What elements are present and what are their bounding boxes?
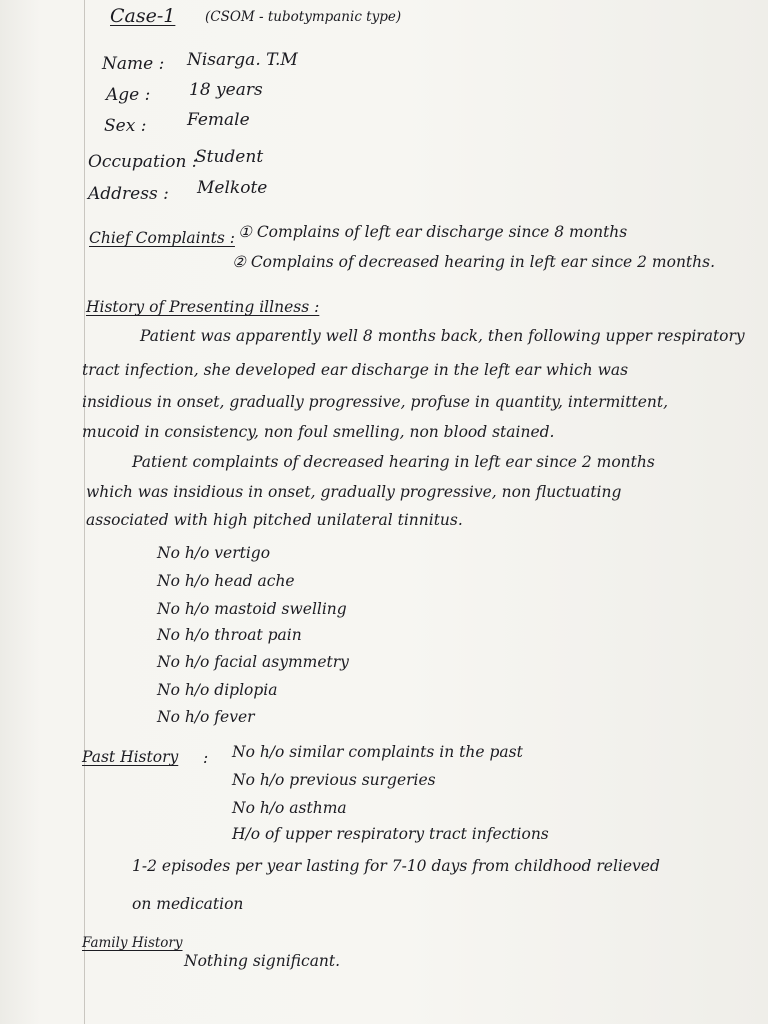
page-margin-line <box>84 0 85 1024</box>
case-title: Case-1 <box>110 5 176 27</box>
age-value: 18 years <box>189 80 263 100</box>
name-label: Name : <box>102 54 165 74</box>
hopi-line-3: insidious in onset, gradually progressive, profuse in quantity, intermittent, <box>82 393 669 411</box>
past-history-item: No h/o asthma <box>232 799 347 817</box>
past-history-item: H/o of upper respiratory tract infections <box>232 825 549 843</box>
negative-history-item: No h/o vertigo <box>157 544 271 562</box>
negative-history-item: No h/o fever <box>157 708 255 726</box>
family-history-heading: Family History <box>82 935 183 951</box>
past-history-item: No h/o similar complaints in the past <box>232 743 523 761</box>
negative-history-item: No h/o head ache <box>157 572 295 590</box>
past-history-item: No h/o previous surgeries <box>232 771 436 789</box>
negative-history-item: No h/o facial asymmetry <box>157 653 349 671</box>
hopi-heading: History of Presenting illness : <box>86 298 320 316</box>
occupation-label: Occupation : <box>88 152 198 172</box>
negative-history-item: No h/o mastoid swelling <box>157 600 347 618</box>
hopi-line-2: tract infection, she developed ear discharge in the left ear which was <box>82 361 629 379</box>
sex-label: Sex : <box>104 116 147 136</box>
chief-complaints-heading: Chief Complaints : <box>89 229 235 247</box>
sex-value: Female <box>187 110 250 130</box>
past-history-colon: : <box>203 749 209 767</box>
negative-history-item: No h/o throat pain <box>157 626 302 644</box>
hopi-line-1: Patient was apparently well 8 months back, then following upper respiratory <box>140 327 745 345</box>
address-label: Address : <box>88 184 169 204</box>
negative-history-item: No h/o diplopia <box>157 681 278 699</box>
case-subtitle: (CSOM - tubotympanic type) <box>205 9 402 25</box>
hopi-line-5: Patient complaints of decreased hearing in left ear since 2 months <box>132 453 655 471</box>
name-value: Nisarga. T.M <box>187 50 298 70</box>
chief-complaint-1: ① Complains of left ear discharge since 8 months <box>238 223 628 241</box>
past-history-note: on medication <box>132 895 244 913</box>
age-label: Age : <box>106 85 151 105</box>
past-history-note: 1-2 episodes per year lasting for 7-10 days from childhood relieved <box>132 857 660 875</box>
hopi-line-6: which was insidious in onset, gradually progressive, non fluctuating <box>86 483 622 501</box>
family-history-value: Nothing significant. <box>184 952 341 970</box>
past-history-heading: Past History <box>82 748 179 766</box>
hopi-line-4: mucoid in consistency, non foul smelling, non blood stained. <box>82 423 555 441</box>
occupation-value: Student <box>195 147 264 167</box>
chief-complaint-2: ② Complains of decreased hearing in left ear since 2 months. <box>232 253 716 271</box>
address-value: Melkote <box>197 178 268 198</box>
hopi-line-7: associated with high pitched unilateral tinnitus. <box>86 511 463 529</box>
